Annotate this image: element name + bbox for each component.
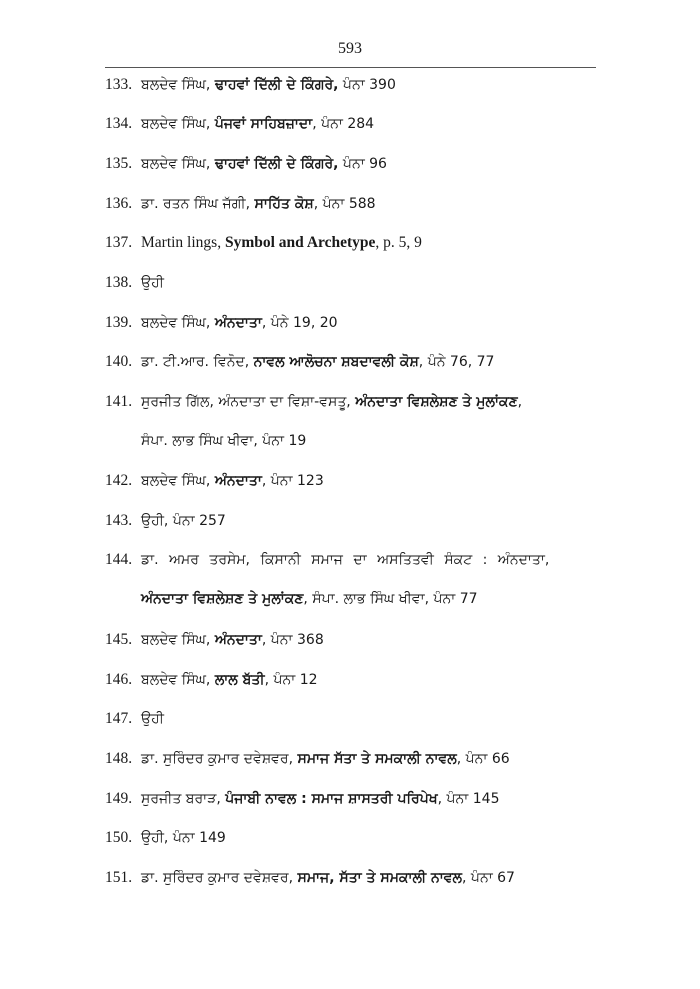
note-title: ਪੰਜਾਬੀ ਨਾਵਲ : ਸਮਾਜ ਸ਼ਾਸਤਰੀ ਪਰਿਪੇਖ [225, 791, 438, 807]
note-number: 144. [105, 551, 133, 568]
note-number: 146. [105, 671, 133, 688]
note-page: , ਪੰਨਾ 284 [312, 116, 375, 132]
note-title: ਅੰਨਦਾਤਾ [214, 473, 262, 489]
note-page: , ਪੰਨਾ 67 [462, 870, 515, 886]
note-editor: , ਸੰਪਾ. ਲਾਭ ਸਿੰਘ ਖੀਵਾ, ਪੰਨਾ 77 [303, 591, 478, 607]
note-page: , ਪੰਨਾ 145 [437, 791, 500, 807]
note-title: ਅੰਨਦਾਤਾ [214, 315, 262, 331]
note-title: ਅੰਨਦਾਤਾ ਵਿਸ਼ਲੇਸ਼ਣ ਤੇ ਮੁਲਾਂਕਣ [355, 394, 518, 410]
note-text: ਉਹੀ [141, 711, 164, 727]
note-author: ਸੁਰਜੀਤ ਗਿੱਲ, ਅੰਨਦਾਤਾ ਦਾ ਵਿਸ਼ਾ-ਵਸਤੂ, [141, 394, 356, 410]
note-author: Martin lings, [141, 234, 225, 251]
note-number: 148. [105, 750, 133, 767]
note-page: , p. 5, 9 [375, 234, 422, 251]
note-author: ਸੁਰਜੀਤ ਬਰਾੜ, [141, 791, 226, 807]
endnote-150 [105, 828, 226, 848]
note-title: ਢਾਹਵਾਂ ਦਿੱਲੀ ਦੇ ਕਿੰਗਰੇ, [214, 77, 339, 93]
note-number: 133. [105, 76, 133, 93]
note-author: ਬਲਦੇਵ ਸਿੰਘ, [141, 156, 215, 172]
note-title: ਸਾਹਿੱਤ ਕੋਸ਼ [254, 196, 314, 212]
note-title: ਲਾਲ ਬੱਤੀ [214, 672, 265, 688]
note-number: 137. [105, 234, 133, 251]
endnote-138 [105, 273, 164, 293]
endnote-146 [105, 670, 318, 690]
endnote-139 [105, 313, 338, 333]
note-author: ਬਲਦੇਵ ਸਿੰਘ, [141, 473, 215, 489]
note-page: , ਪੰਨਾ 12 [264, 672, 318, 688]
note-title: Symbol and Archetype [224, 234, 376, 251]
note-number: 142. [105, 472, 133, 489]
note-author: ਡਾ. ਸੁਰਿੰਦਰ ਕੁਮਾਰ ਦਵੇਸ਼ਵਰ, [141, 751, 298, 767]
note-page: , ਪੰਨੇ 19, 20 [261, 315, 338, 331]
endnote-148 [105, 749, 510, 769]
note-title: ਸਮਾਜ ਸੱਤਾ ਤੇ ਸਮਕਾਲੀ ਨਾਵਲ [297, 751, 457, 767]
note-number: 139. [105, 314, 133, 331]
note-text: ਉਹੀ [141, 275, 164, 291]
note-number: 136. [105, 195, 133, 212]
note-title: ਅੰਨਦਾਤਾ ਵਿਸ਼ਲੇਸ਼ਣ ਤੇ ਮੁਲਾਂਕਣ [141, 591, 304, 607]
note-author: ਡਾ. ਅਮਰ ਤਰਸੇਮ, ਕਿਸਾਨੀ ਸਮਾਜ ਦਾ ਅਸਤਿਤਵੀ ਸੰਕਟ : ਅੰਨਦਾਤਾ, [141, 552, 550, 568]
note-page: , ਪੰਨਾ 588 [313, 196, 376, 212]
note-number: 138. [105, 274, 133, 291]
note-page: , ਪੰਨੇ 76, 77 [418, 354, 495, 370]
note-author: ਬਲਦੇਵ ਸਿੰਘ, [141, 77, 215, 93]
note-title: ਅੰਨਦਾਤਾ [214, 632, 262, 648]
note-punct: , [517, 394, 523, 410]
note-page: ਪੰਨਾ 390 [338, 77, 396, 93]
endnote-141 [105, 392, 522, 451]
note-author: ਬਲਦੇਵ ਸਿੰਘ, [141, 632, 215, 648]
page-number: 593 [338, 40, 362, 57]
note-number: 150. [105, 829, 133, 846]
endnote-151 [105, 868, 515, 888]
note-page: , ਪੰਨਾ 368 [261, 632, 324, 648]
note-page: , ਪੰਨਾ 123 [261, 473, 324, 489]
note-title: ਪੰਜਵਾਂ ਸਾਹਿਬਜ਼ਾਦਾ [214, 116, 313, 132]
note-editor: ਸੰਪਾ. ਲਾਭ ਸਿੰਘ ਖੀਵਾ, ਪੰਨਾ 19 [141, 433, 307, 449]
endnote-147 [105, 709, 164, 729]
note-page: , ਪੰਨਾ 66 [456, 751, 510, 767]
endnote-137 [105, 233, 422, 253]
header-rule [105, 67, 596, 68]
note-page: ਪੰਨਾ 96 [338, 156, 387, 172]
endnote-144 [105, 550, 549, 609]
note-title: ਨਾਵਲ ਆਲੋਚਨਾ ਸ਼ਬਦਾਵਲੀ ਕੋਸ਼ [253, 354, 419, 370]
note-text: ਉਹੀ, ਪੰਨਾ 149 [141, 830, 226, 846]
endnote-140 [105, 352, 494, 372]
note-number: 143. [105, 512, 133, 529]
endnote-135 [105, 154, 387, 174]
endnote-142 [105, 471, 324, 491]
note-number: 141. [105, 393, 133, 410]
endnote-145 [105, 630, 324, 650]
note-author: ਬਲਦੇਵ ਸਿੰਘ, [141, 672, 215, 688]
endnote-136 [105, 194, 376, 214]
note-author: ਡਾ. ਰਤਨ ਸਿੰਘ ਜੱਗੀ, [141, 196, 255, 212]
note-number: 147. [105, 710, 133, 727]
note-text: ਉਹੀ, ਪੰਨਾ 257 [141, 513, 226, 529]
note-number: 135. [105, 155, 133, 172]
note-author: ਬਲਦੇਵ ਸਿੰਘ, [141, 315, 215, 331]
note-title: ਸਮਾਜ, ਸੱਤਾ ਤੇ ਸਮਕਾਲੀ ਨਾਵਲ [297, 870, 463, 886]
endnote-149 [105, 789, 499, 809]
endnote-134 [105, 114, 374, 134]
endnote-133 [105, 75, 396, 95]
note-number: 134. [105, 115, 133, 132]
note-number: 151. [105, 869, 133, 886]
note-number: 145. [105, 631, 133, 648]
endnote-143 [105, 511, 226, 531]
note-title: ਢਾਹਵਾਂ ਦਿੱਲੀ ਦੇ ਕਿੰਗਰੇ, [214, 156, 339, 172]
note-number: 140. [105, 353, 133, 370]
note-number: 149. [105, 790, 133, 807]
note-author: ਬਲਦੇਵ ਸਿੰਘ, [141, 116, 215, 132]
note-author: ਡਾ. ਸੁਰਿੰਦਰ ਕੁਮਾਰ ਦਵੇਸ਼ਵਰ, [141, 870, 298, 886]
note-author: ਡਾ. ਟੀ.ਆਰ. ਵਿਨੋਦ, [141, 354, 254, 370]
